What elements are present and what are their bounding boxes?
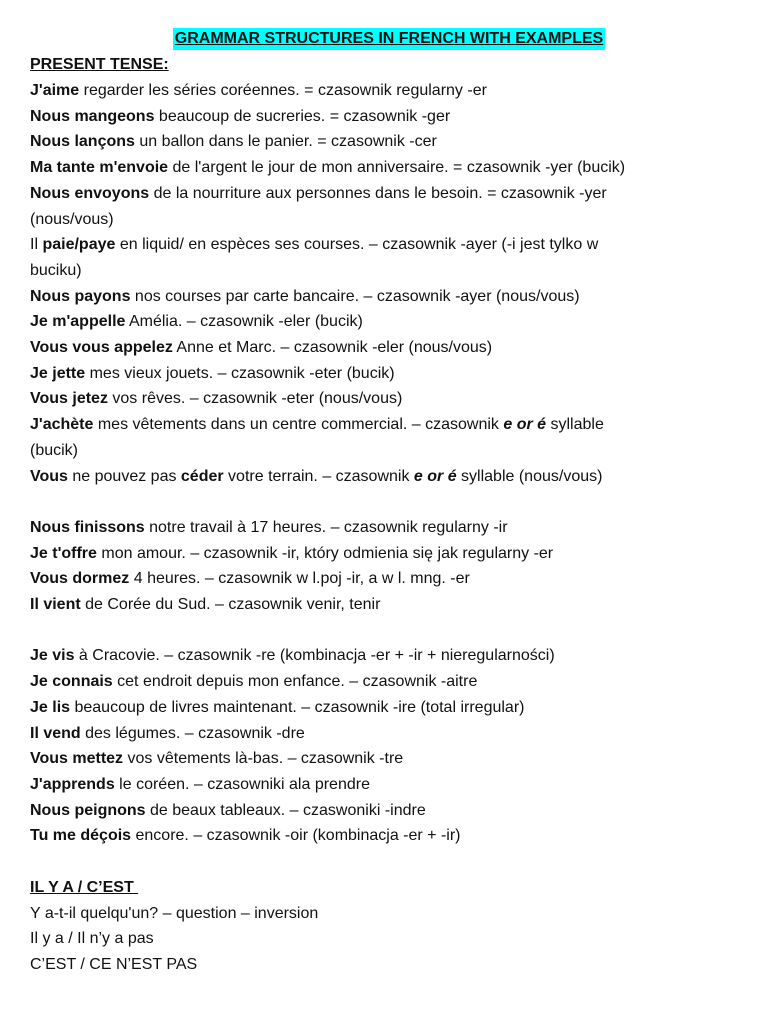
- verb-form: Ma tante m'envoie: [30, 159, 169, 177]
- sentence-line: [30, 309, 748, 335]
- verb-form: Je vis: [30, 647, 75, 665]
- sentence-text: ne pouvez pas: [67, 467, 181, 485]
- sentence-text: de la nourriture aux personnes dans le besoin. = czasownik -yer: [149, 184, 607, 202]
- sentence-line: [30, 438, 748, 464]
- verb-form: Vous vous appelez: [30, 339, 173, 357]
- sentence-text: buciku): [30, 261, 82, 279]
- sentence-line: [30, 592, 748, 618]
- sentence-line: [30, 78, 748, 104]
- sentence-line: [30, 258, 748, 284]
- group-ir-verbs: [30, 515, 748, 618]
- il-y-a-lines: [30, 901, 748, 978]
- verb-form: Nous payons: [30, 287, 131, 305]
- sentence-text: de Corée du Sud. – czasownik venir, tenir: [80, 596, 381, 614]
- verb-form: J'aime: [30, 82, 80, 99]
- sentence-line: [30, 181, 748, 207]
- sentence-line: [30, 798, 748, 824]
- sentence-text: à Cracovie. – czasownik -re (kombinacja -er + -ir + nieregularności): [74, 647, 555, 665]
- sentence-line: [30, 643, 748, 669]
- verb-form: Nous mangeons: [30, 107, 155, 125]
- spacer: [30, 489, 748, 515]
- sentence-tail: syllable (nous/vous): [456, 467, 603, 485]
- sentence-text: regarder les séries coréennes. = czasownik regularny -er: [79, 82, 487, 99]
- syllable-emphasis: e or é: [413, 467, 457, 485]
- verb-form: J'apprends: [30, 775, 115, 793]
- present-tense-heading: PRESENT TENSE:: [30, 56, 169, 73]
- il-y-a-line: C’EST / CE N’EST PAS: [30, 956, 198, 974]
- sentence-text: de l'argent le jour de mon anniversaire. = czasownik -yer (bucik): [168, 159, 626, 177]
- sentence-line: [30, 412, 748, 438]
- sentence-line: [30, 284, 748, 310]
- sentence-text: le coréen. – czasowniki ala prendre: [114, 775, 370, 793]
- verb-form: Il vient: [30, 596, 81, 614]
- verb-form: Je t'offre: [30, 544, 97, 562]
- sentence-text: vos rêves. – czasownik -eter (nous/vous): [107, 390, 403, 408]
- sentence-line: [30, 129, 748, 155]
- sentence-text: (bucik): [30, 441, 79, 459]
- verb-form: Vous: [30, 467, 68, 485]
- sentence-line: [30, 386, 748, 412]
- sentence-text: des légumes. – czasownik -dre: [80, 724, 305, 742]
- sentence-line: [30, 232, 748, 258]
- syllable-emphasis: e or é: [503, 416, 547, 434]
- sentence-line: [30, 695, 748, 721]
- il-y-a-line: Y a-t-il quelqu'un? – question – inversion: [30, 904, 319, 922]
- verb-form: céder: [180, 467, 224, 485]
- sentence-text: Amélia. – czasownik -eler (bucik): [125, 313, 363, 331]
- sentence-text: cet endroit depuis mon enfance. – czasownik -aitre: [112, 673, 478, 691]
- sentence-text: mes vêtements dans un centre commercial. – czasownik: [93, 416, 504, 434]
- sentence-text: vos vêtements là-bas. – czasownik -tre: [123, 750, 404, 768]
- verb-form: Nous peignons: [30, 801, 146, 819]
- il-y-a-heading: IL Y A / C’EST: [30, 878, 139, 896]
- spacer: [30, 618, 748, 644]
- verb-form: Je connais: [30, 673, 113, 691]
- sentence-text: Anne et Marc. – czasownik -eler (nous/vous): [172, 339, 493, 357]
- sentence-line: [30, 669, 748, 695]
- verb-form: Vous jetez: [30, 390, 108, 408]
- sentence-text: beaucoup de livres maintenant. – czasownik -ire (total irregular): [70, 698, 525, 716]
- sentence-text: un ballon dans le panier. = czasownik -cer: [134, 133, 437, 151]
- sentence-text: encore. – czasownik -oir (kombinacja -er + -ir): [131, 827, 461, 845]
- sentence-text: de beaux tableaux. – czaswoniki -indre: [145, 801, 426, 819]
- sentence-line: [30, 361, 748, 387]
- sentence-line: [30, 746, 748, 772]
- sentence-line: [30, 335, 748, 361]
- sentence-line: [30, 721, 748, 747]
- verb-form: Nous envoyons: [30, 184, 150, 202]
- spacer: [30, 849, 748, 875]
- verb-form: Je m'appelle: [30, 313, 126, 331]
- sentence-line: [30, 541, 748, 567]
- sentence-line: [30, 155, 748, 181]
- sentence-text: 4 heures. – czasownik w l.poj -ir, a w l. mng. -er: [129, 570, 470, 588]
- sentence-text: beaucoup de sucreries. = czasownik -ger: [154, 107, 451, 125]
- sentence-line: [30, 823, 748, 849]
- sentence-pre: Il: [30, 236, 43, 254]
- sentence-line: [30, 104, 748, 130]
- sentence-tail: syllable: [546, 416, 604, 434]
- sentence-line: [30, 464, 748, 490]
- verb-form: Vous dormez: [30, 570, 130, 588]
- sentence-text: votre terrain. – czasownik: [223, 467, 414, 485]
- sentence-text: notre travail à 17 heures. – czasownik regularny -ir: [144, 518, 508, 536]
- verb-form: Vous mettez: [30, 750, 124, 768]
- document-title: GRAMMAR STRUCTURES IN FRENCH WITH EXAMPLES: [173, 28, 605, 50]
- sentence-line: [30, 566, 748, 592]
- sentence-line: [30, 772, 748, 798]
- verb-form: Je lis: [30, 698, 71, 716]
- sentence-text: (nous/vous): [30, 210, 114, 228]
- verb-form: J'achète: [30, 416, 94, 434]
- verb-form: Il vend: [30, 724, 81, 742]
- sentence-text: mon amour. – czasownik -ir, który odmienia się jak regularny -er: [96, 544, 554, 562]
- verb-form: Je jette: [30, 364, 86, 382]
- sentence-text: nos courses par carte bancaire. – czasownik -ayer (nous/vous): [130, 287, 580, 305]
- sentence-line: [30, 515, 748, 541]
- verb-form: paie/paye: [42, 236, 116, 254]
- verb-form: Nous finissons: [30, 518, 145, 536]
- sentence-text: en liquid/ en espèces ses courses. – czasownik -ayer (-i jest tylko w: [115, 236, 599, 254]
- il-y-a-line: Il y a / Il n’y a pas: [30, 930, 154, 948]
- verb-form: Nous lançons: [30, 133, 135, 151]
- group-er-verbs: [30, 78, 748, 489]
- verb-form: Tu me déçois: [30, 827, 132, 845]
- group-re-verbs: [30, 643, 748, 849]
- sentence-line: [30, 207, 748, 233]
- title-wrap: [30, 26, 748, 52]
- sentence-text: mes vieux jouets. – czasownik -eter (bucik): [85, 364, 395, 382]
